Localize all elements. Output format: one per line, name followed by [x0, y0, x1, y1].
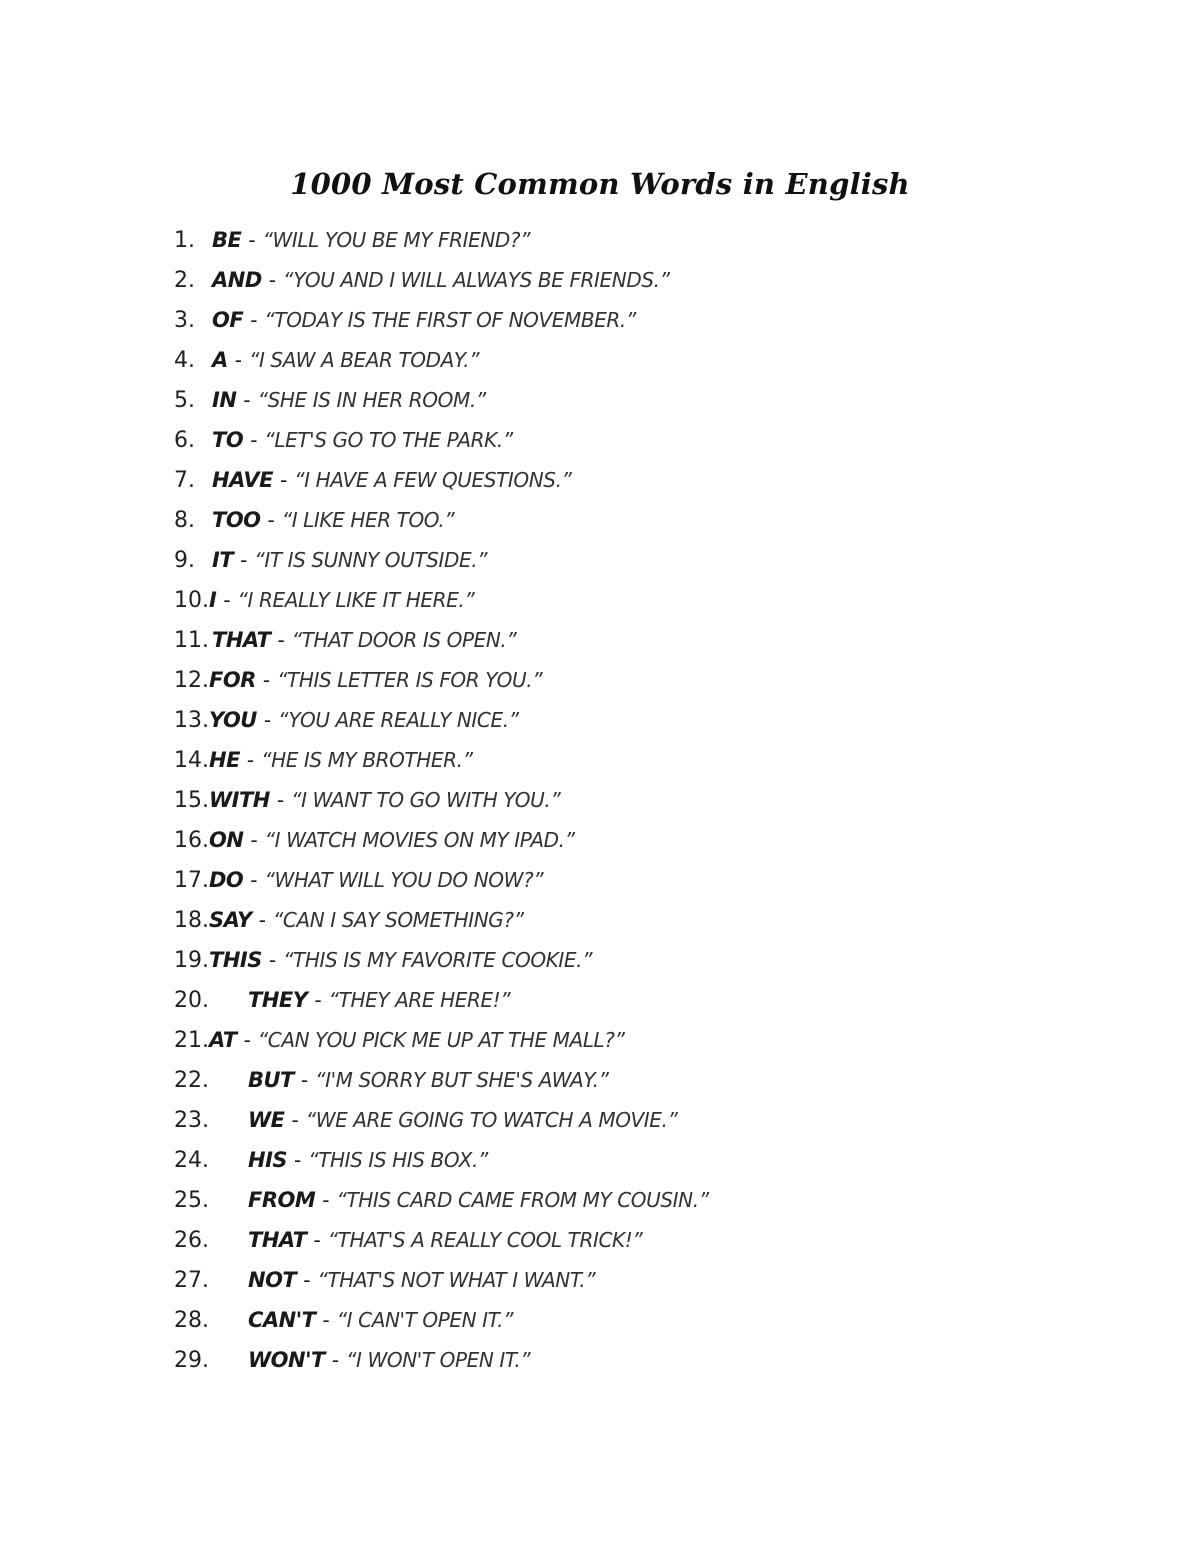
item-separator: -: [250, 428, 258, 453]
item-example: “I HAVE A FEW QUESTIONS.”: [294, 468, 572, 493]
list-item: [174, 1180, 709, 1220]
item-word: YOU: [209, 708, 257, 733]
item-example: “I WATCH MOVIES ON MY IPAD.”: [264, 828, 575, 853]
list-item: [174, 540, 709, 580]
item-word: NOT: [248, 1268, 297, 1293]
item-separator: -: [276, 788, 285, 813]
item-number: 24.: [174, 1148, 209, 1174]
item-word: WON'T: [248, 1348, 325, 1373]
item-number: 23.: [174, 1108, 209, 1134]
list-item: [174, 220, 709, 260]
list-item: [174, 1060, 709, 1100]
list-item: [174, 980, 709, 1020]
item-example: “THAT'S NOT WHAT I WANT.”: [317, 1268, 596, 1293]
item-example: “WILL YOU BE MY FRIEND?”: [262, 228, 531, 252]
list-item: [174, 500, 709, 540]
item-word: OF: [212, 308, 244, 333]
item-example: “THIS LETTER IS FOR YOU.”: [277, 668, 543, 693]
list-item: [174, 900, 709, 940]
list-item: [174, 300, 709, 340]
item-example: “THEY ARE HERE!”: [328, 988, 511, 1013]
item-separator: -: [268, 268, 276, 293]
item-word: BE: [212, 228, 242, 252]
item-separator: -: [246, 748, 255, 773]
item-example: “LET'S GO TO THE PARK.”: [264, 428, 513, 453]
item-number: 10.: [174, 588, 209, 614]
item-number: 4.: [174, 348, 195, 374]
list-item: [174, 460, 709, 500]
item-example: “I WON'T OPEN IT.”: [346, 1348, 531, 1373]
item-example: “I WANT TO GO WITH YOU.”: [291, 788, 561, 813]
item-example: “WHAT WILL YOU DO NOW?”: [264, 868, 544, 893]
item-word: IT: [212, 548, 234, 573]
list-item: [174, 1140, 709, 1180]
item-number: 22.: [174, 1068, 209, 1094]
list-item: [174, 860, 709, 900]
item-number: 15.: [174, 788, 209, 814]
list-item: [174, 700, 709, 740]
item-separator: -: [248, 228, 256, 252]
item-example: “YOU ARE REALLY NICE.”: [278, 708, 519, 733]
item-word: TOO: [212, 508, 261, 533]
list-item: [174, 260, 709, 300]
item-separator: -: [268, 948, 277, 973]
item-word: A: [212, 348, 228, 373]
item-separator: -: [262, 668, 271, 693]
item-word: THAT: [212, 628, 271, 653]
item-word: HE: [209, 748, 240, 773]
item-word: I: [209, 588, 217, 613]
item-word: CAN'T: [248, 1308, 316, 1333]
item-example: “THAT DOOR IS OPEN.”: [291, 628, 517, 653]
item-word: WITH: [209, 788, 270, 813]
item-separator: -: [243, 388, 251, 413]
item-number: 11.: [174, 628, 209, 654]
list-item: [174, 940, 709, 980]
item-example: “WE ARE GOING TO WATCH A MOVIE.”: [305, 1108, 678, 1133]
item-example: “I REALLY LIKE IT HERE.”: [237, 588, 475, 613]
item-number: 2.: [174, 268, 195, 294]
item-word: THIS: [209, 948, 262, 973]
list-item: [174, 740, 709, 780]
item-number: 16.: [174, 828, 209, 854]
item-example: “TODAY IS THE FIRST OF NOVEMBER.”: [264, 308, 636, 333]
item-example: “I'M SORRY BUT SHE'S AWAY.”: [315, 1068, 609, 1093]
item-number: 26.: [174, 1228, 209, 1254]
item-example: “THIS CARD CAME FROM MY COUSIN.”: [336, 1188, 709, 1213]
item-number: 7.: [174, 468, 195, 494]
item-separator: -: [223, 588, 231, 613]
item-example: “YOU AND I WILL ALWAYS BE FRIENDS.”: [282, 268, 670, 293]
item-number: 1.: [174, 228, 195, 253]
item-separator: -: [303, 1268, 311, 1293]
item-number: 5.: [174, 388, 195, 414]
item-word: BUT: [248, 1068, 294, 1093]
item-number: 8.: [174, 508, 195, 534]
item-separator: -: [250, 308, 258, 333]
item-word: HIS: [248, 1148, 288, 1173]
item-word: FROM: [248, 1188, 316, 1213]
item-number: 29.: [174, 1348, 209, 1374]
list-item: [174, 820, 709, 860]
list-item: [174, 1020, 709, 1060]
item-separator: -: [234, 348, 242, 373]
item-example: “I LIKE HER TOO.”: [281, 508, 455, 533]
item-example: “HE IS MY BROTHER.”: [261, 748, 473, 773]
list-item: [174, 1220, 709, 1260]
item-example: “CAN YOU PICK ME UP AT THE MALL?”: [257, 1028, 625, 1053]
item-word: SAY: [209, 908, 252, 933]
item-number: 21.: [174, 1028, 209, 1054]
item-example: “THIS IS MY FAVORITE COOKIE.”: [283, 948, 593, 973]
item-separator: -: [331, 1348, 340, 1373]
page-title: 1000 Most Common Words in English: [290, 167, 910, 202]
list-item: [174, 420, 709, 460]
list-item: [174, 1340, 709, 1380]
item-example: “CAN I SAY SOMETHING?”: [272, 908, 524, 933]
item-number: 18.: [174, 908, 209, 934]
item-separator: -: [313, 1228, 321, 1253]
item-word: HAVE: [212, 468, 273, 493]
item-number: 9.: [174, 548, 195, 574]
list-item: [174, 1260, 709, 1300]
item-word: ON: [209, 828, 244, 853]
item-separator: -: [280, 468, 288, 493]
item-word: FOR: [209, 668, 256, 693]
item-number: 6.: [174, 428, 195, 454]
item-separator: -: [263, 708, 272, 733]
item-example: “SHE IS IN HER ROOM.”: [257, 388, 486, 413]
item-word: THEY: [248, 988, 308, 1013]
item-separator: -: [300, 1068, 309, 1093]
item-separator: -: [277, 628, 285, 653]
item-separator: -: [250, 868, 258, 893]
item-number: 27.: [174, 1268, 209, 1294]
item-word: TO: [212, 428, 244, 453]
list-item: [174, 660, 709, 700]
item-word: DO: [209, 868, 244, 893]
item-word: AND: [212, 268, 262, 293]
item-number: 19.: [174, 948, 209, 974]
item-word: AT: [209, 1028, 237, 1053]
list-item: [174, 1300, 709, 1340]
item-number: 3.: [174, 308, 195, 334]
item-number: 25.: [174, 1188, 209, 1214]
item-separator: -: [322, 1308, 330, 1333]
item-word: THAT: [248, 1228, 307, 1253]
item-word: IN: [212, 388, 237, 413]
item-word: WE: [248, 1108, 285, 1133]
item-number: 20.: [174, 988, 209, 1014]
list-item: [174, 580, 709, 620]
list-item: [174, 620, 709, 660]
word-list: [174, 220, 709, 1380]
list-item: [174, 1100, 709, 1140]
item-separator: -: [258, 908, 266, 933]
item-separator: -: [267, 508, 275, 533]
item-separator: -: [243, 1028, 251, 1053]
item-example: “I SAW A BEAR TODAY.”: [248, 348, 480, 373]
item-number: 12.: [174, 668, 209, 694]
item-example: “IT IS SUNNY OUTSIDE.”: [254, 548, 488, 573]
item-number: 13.: [174, 708, 209, 734]
list-item: [174, 380, 709, 420]
item-number: 28.: [174, 1308, 209, 1334]
list-item: [174, 780, 709, 820]
item-separator: -: [291, 1108, 299, 1133]
item-separator: -: [322, 1188, 330, 1213]
item-example: “THAT'S A REALLY COOL TRICK!”: [327, 1228, 643, 1253]
item-number: 17.: [174, 868, 209, 894]
item-separator: -: [250, 828, 258, 853]
item-example: “THIS IS HIS BOX.”: [308, 1148, 488, 1173]
list-item: [174, 340, 709, 380]
item-separator: -: [240, 548, 248, 573]
item-separator: -: [294, 1148, 302, 1173]
item-number: 14.: [174, 748, 209, 774]
item-separator: -: [314, 988, 322, 1013]
item-example: “I CAN'T OPEN IT.”: [336, 1308, 514, 1333]
